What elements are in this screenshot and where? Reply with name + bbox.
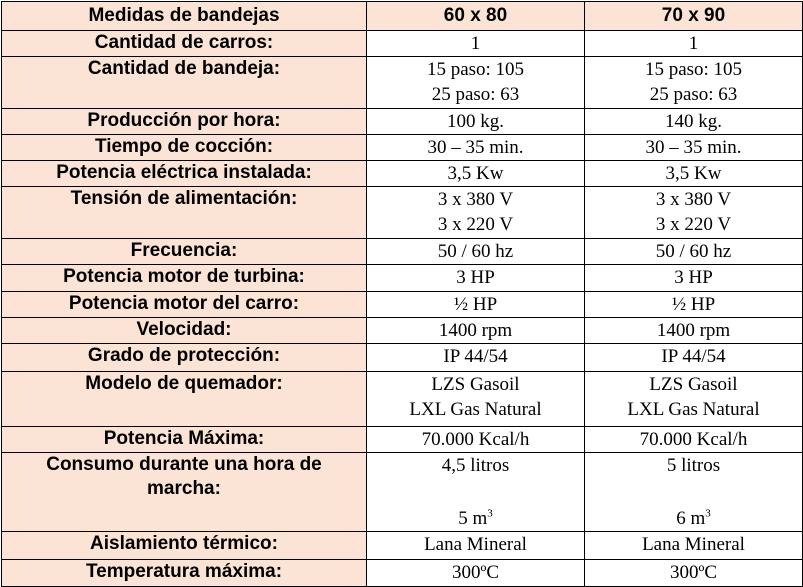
value-line: 25 paso: 63 xyxy=(649,84,738,105)
table-row xyxy=(2,318,803,344)
table-row xyxy=(2,292,803,318)
table-row xyxy=(2,239,803,265)
row-value-70x90 xyxy=(585,57,803,109)
superscript: 3 xyxy=(705,507,711,520)
row-label: Cantidad de carros: xyxy=(2,31,367,57)
row-label xyxy=(2,453,367,532)
value-line: 15 paso: 105 xyxy=(644,59,743,80)
row-value-70x90: 140 kg. xyxy=(585,109,803,135)
row-label: Modelo de quemador: xyxy=(2,372,367,427)
value-line: LXL Gas Natural xyxy=(627,399,760,420)
value-line: 5 litros xyxy=(666,455,721,476)
row-value-60x80: 1400 rpm xyxy=(367,318,585,344)
row-value-60x80: IP 44/54 xyxy=(367,344,585,372)
row-value-60x80 xyxy=(367,187,585,239)
row-value-60x80: 3 HP xyxy=(367,265,585,292)
row-value-60x80 xyxy=(367,57,585,109)
row-value-70x90: ½ HP xyxy=(585,292,803,318)
value-line: LXL Gas Natural xyxy=(409,399,542,420)
header-col-60x80: 60 x 80 xyxy=(367,2,585,31)
row-value-70x90: 3 HP xyxy=(585,265,803,292)
table-row xyxy=(2,109,803,135)
table-row xyxy=(2,532,803,560)
table-header-row xyxy=(2,2,803,31)
row-value-70x90: 3,5 Kw xyxy=(585,161,803,187)
row-label: Potencia eléctrica instalada: xyxy=(2,161,367,187)
row-value-70x90: IP 44/54 xyxy=(585,344,803,372)
table-row xyxy=(2,187,803,239)
value-line: 3 x 220 V xyxy=(655,214,732,235)
table-row xyxy=(2,57,803,109)
value-text: 5 m xyxy=(458,508,488,529)
header-col-70x90: 70 x 90 xyxy=(585,2,803,31)
row-value-60x80: 3,5 Kw xyxy=(367,161,585,187)
row-value-60x80 xyxy=(367,372,585,427)
row-label: Tensión de alimentación: xyxy=(2,187,367,239)
label-line: Consumo durante una hora de xyxy=(46,454,322,475)
row-value-60x80: ½ HP xyxy=(367,292,585,318)
row-value-70x90 xyxy=(585,372,803,427)
value-line xyxy=(367,506,584,531)
table-row xyxy=(2,265,803,292)
row-value-70x90: 30 – 35 min. xyxy=(585,135,803,161)
value-line: 3 x 220 V xyxy=(437,214,514,235)
row-label: Aislamiento térmico: xyxy=(2,532,367,560)
table-row xyxy=(2,453,803,532)
value-line: 4,5 litros xyxy=(441,455,510,476)
value-line: LZS Gasoil xyxy=(431,374,520,395)
row-label: Potencia motor de turbina: xyxy=(2,265,367,292)
specifications-table xyxy=(1,1,803,587)
table-row xyxy=(2,427,803,453)
row-label: Potencia motor del carro: xyxy=(2,292,367,318)
row-value-60x80: 300ºC xyxy=(367,560,585,587)
row-label: Cantidad de bandeja: xyxy=(2,57,367,109)
row-value-60x80: Lana Mineral xyxy=(367,532,585,560)
label-line: marcha: xyxy=(147,478,221,499)
value-line: 15 paso: 105 xyxy=(426,59,525,80)
value-text: 6 m xyxy=(676,508,706,529)
row-value-60x80: 30 – 35 min. xyxy=(367,135,585,161)
row-label: Grado de protección: xyxy=(2,344,367,372)
header-label: Medidas de bandejas xyxy=(2,2,367,31)
table-row xyxy=(2,135,803,161)
row-value-60x80: 1 xyxy=(367,31,585,57)
value-line: 25 paso: 63 xyxy=(431,84,520,105)
row-value-70x90: 1 xyxy=(585,31,803,57)
table-row xyxy=(2,372,803,427)
row-value-70x90: 1400 rpm xyxy=(585,318,803,344)
value-line: 3 x 380 V xyxy=(437,189,514,210)
row-label: Producción por hora: xyxy=(2,109,367,135)
row-label: Potencia Máxima: xyxy=(2,427,367,453)
row-label: Frecuencia: xyxy=(2,239,367,265)
table-row xyxy=(2,560,803,587)
table-row xyxy=(2,161,803,187)
row-value-70x90: 300ºC xyxy=(585,560,803,587)
row-label: Velocidad: xyxy=(2,318,367,344)
row-value-70x90: 70.000 Kcal/h xyxy=(585,427,803,453)
value-line xyxy=(585,506,802,531)
table-row xyxy=(2,31,803,57)
row-value-60x80: 50 / 60 hz xyxy=(367,239,585,265)
row-value-70x90: 50 / 60 hz xyxy=(585,239,803,265)
row-value-60x80: 70.000 Kcal/h xyxy=(367,427,585,453)
row-value-70x90: Lana Mineral xyxy=(585,532,803,560)
table-row xyxy=(2,344,803,372)
value-line: LZS Gasoil xyxy=(649,374,738,395)
row-value-60x80 xyxy=(367,453,585,532)
superscript: 3 xyxy=(487,507,493,520)
row-label: Temperatura máxima: xyxy=(2,560,367,587)
row-label: Tiempo de cocción: xyxy=(2,135,367,161)
value-line: 3 x 380 V xyxy=(655,189,732,210)
row-value-70x90 xyxy=(585,187,803,239)
row-value-70x90 xyxy=(585,453,803,532)
row-value-60x80: 100 kg. xyxy=(367,109,585,135)
